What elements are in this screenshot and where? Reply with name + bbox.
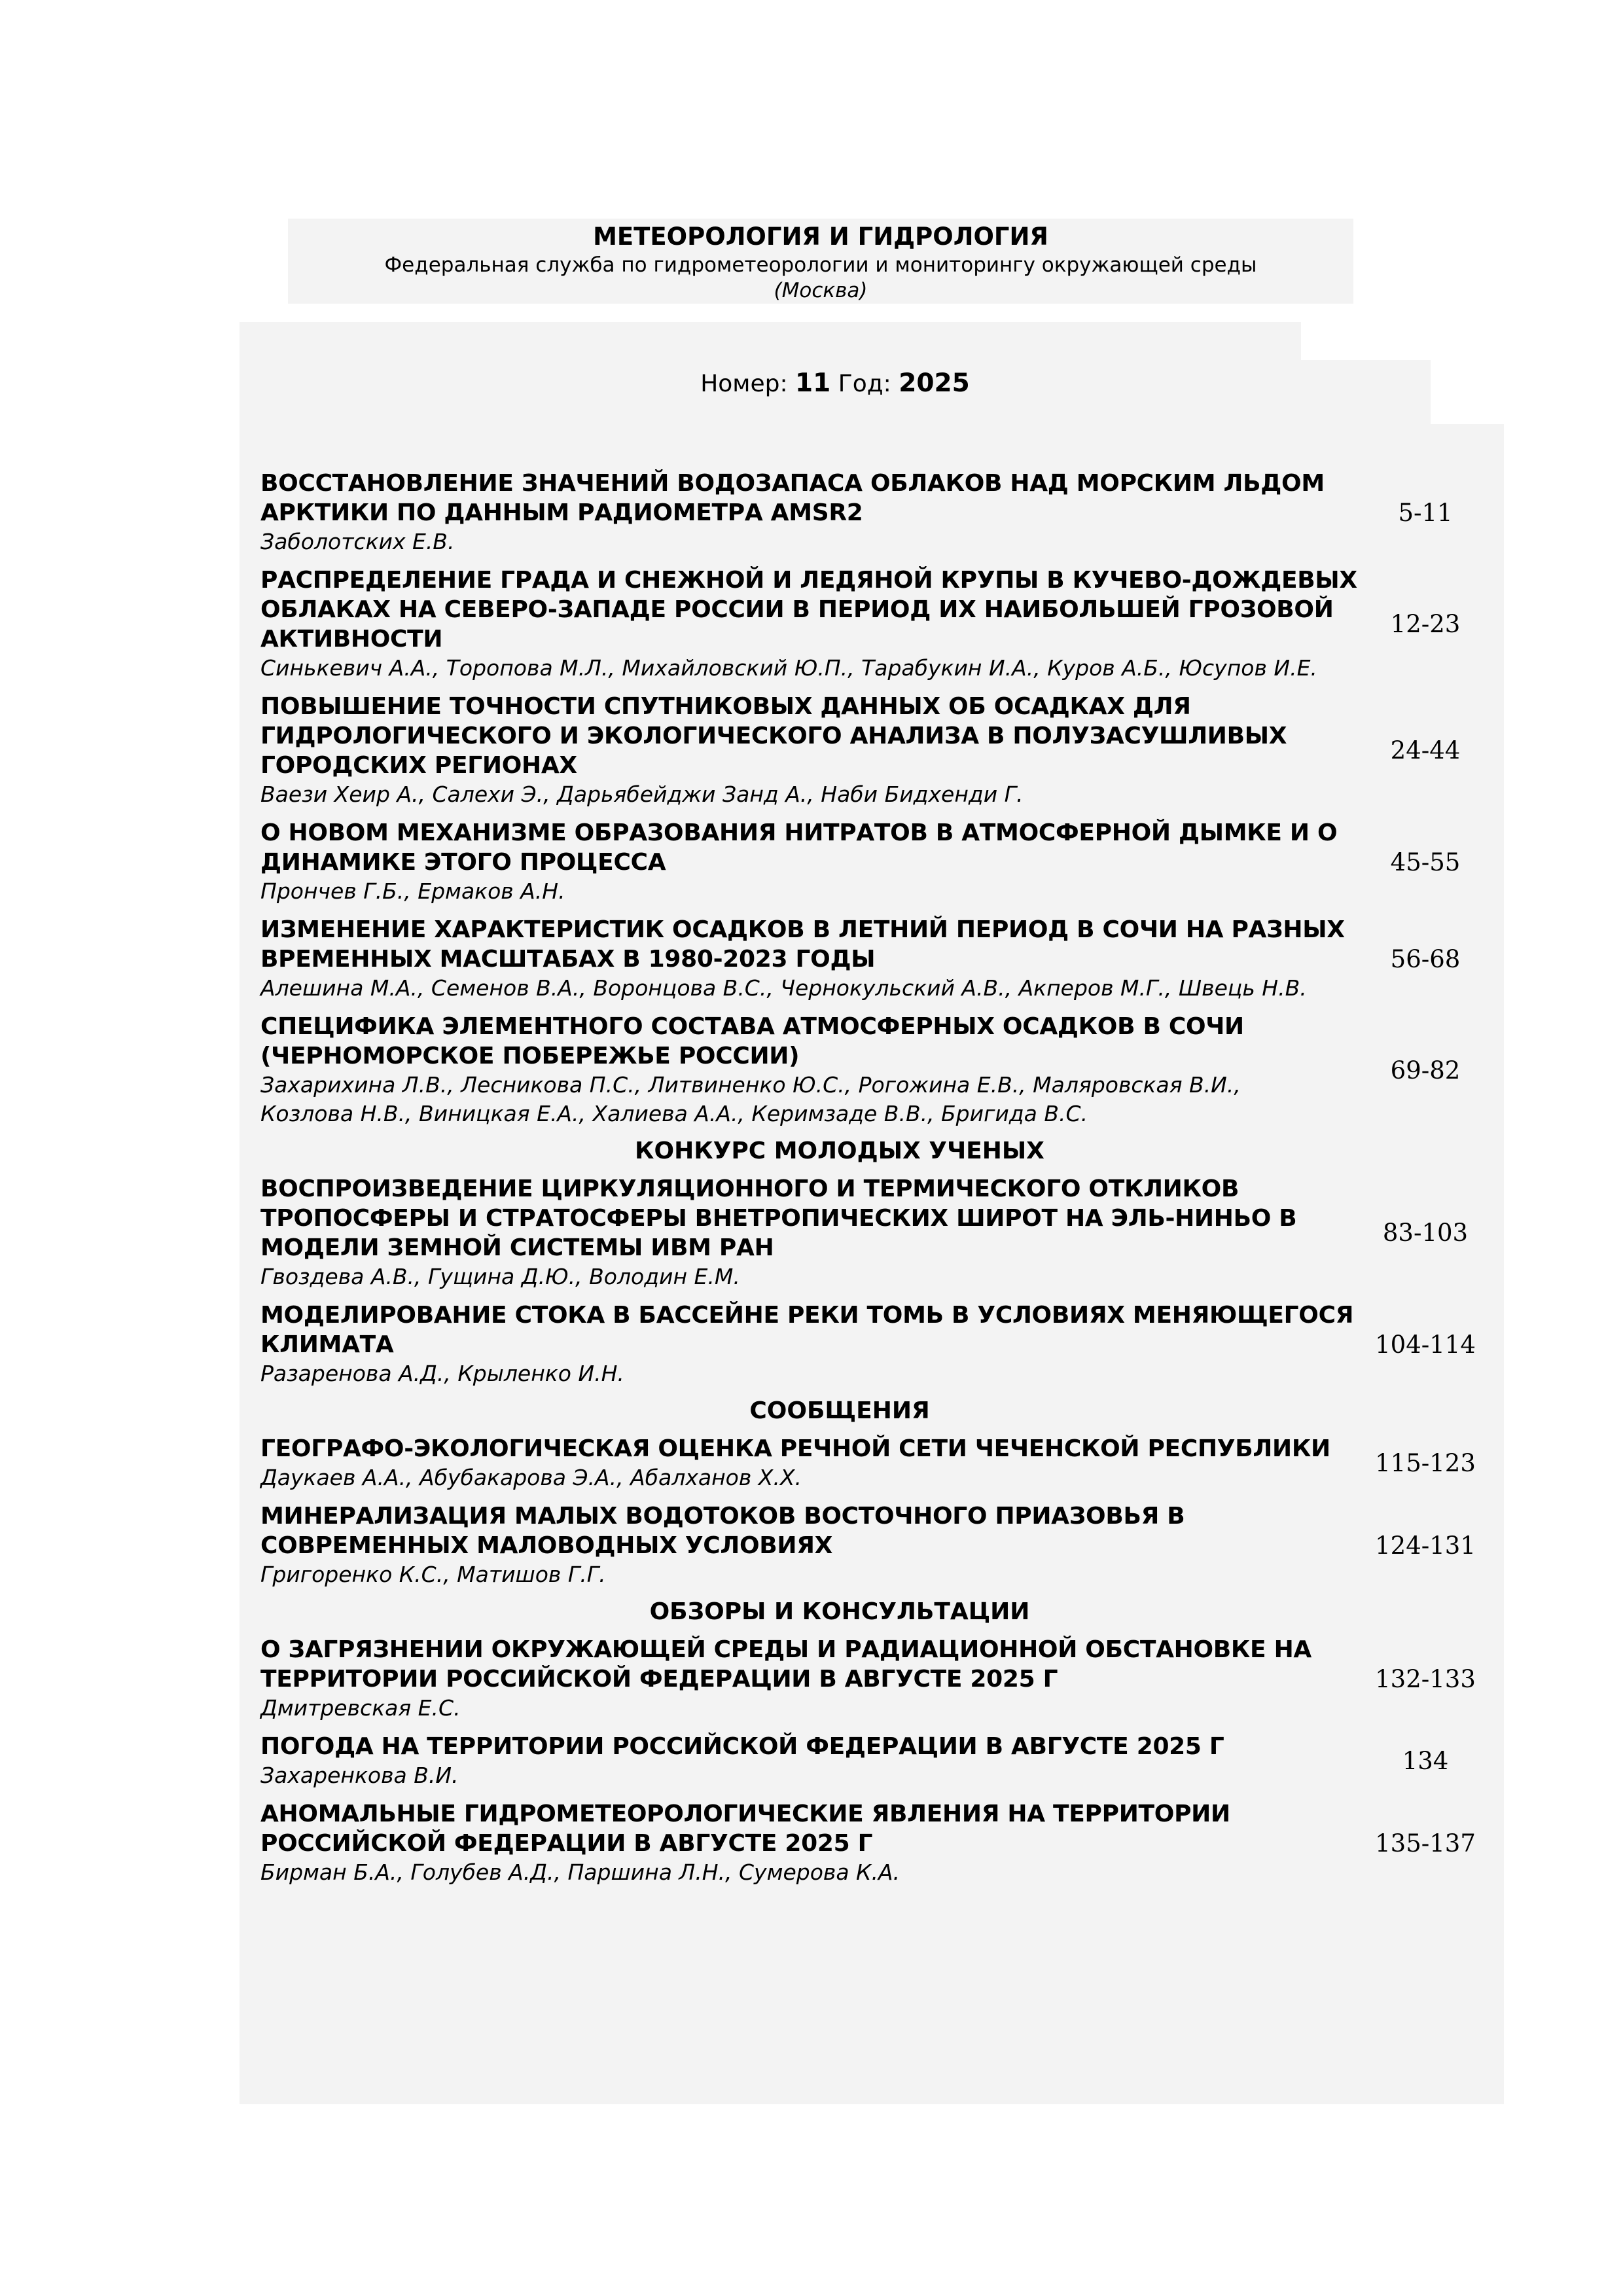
- article-title-line[interactable]: ДИНАМИКЕ ЭТОГО ПРОЦЕССА: [260, 849, 666, 876]
- article-title-line[interactable]: РАСПРЕДЕЛЕНИЕ ГРАДА И СНЕЖНОЙ И ЛЕДЯНОЙ КРУПЫ В КУЧЕВО-ДОЖДЕВЫХ: [260, 567, 1357, 594]
- article-authors: Синькевич А.А., Торопова М.Л., Михайловский Ю.П., Тарабукин И.А., Куров А.Б., Юсупов И.Е.: [260, 655, 1317, 681]
- header-band: [240, 322, 1301, 360]
- article-title-line[interactable]: ТЕРРИТОРИИ РОССИЙСКОЙ ФЕДЕРАЦИИ В АВГУСТЕ 2025 Г: [260, 1666, 1058, 1693]
- toc-entry: [260, 1012, 1484, 1128]
- article-title-line[interactable]: (ЧЕРНОМОРСКОЕ ПОБЕРЕЖЬЕ РОССИИ): [260, 1043, 800, 1069]
- article-title-line[interactable]: ВОССТАНОВЛЕНИЕ ЗНАЧЕНИЙ ВОДОЗАПАСА ОБЛАКОВ НАД МОРСКИМ ЛЬДОМ: [260, 470, 1325, 497]
- toc-entry: [260, 1732, 1484, 1790]
- article-authors: Алешина М.А., Семенов В.А., Воронцова В.С., Чернокульский А.В., Акперов М.Г., Швець Н.В.: [260, 975, 1307, 1001]
- article-pages: 45-55: [1390, 848, 1461, 876]
- article-pages: 115-123: [1375, 1449, 1476, 1477]
- entry-body: [260, 1174, 1366, 1291]
- entry-body: [260, 1300, 1366, 1388]
- entry-body: [260, 1635, 1366, 1723]
- journal-city: (Москва): [774, 279, 868, 302]
- journal-header: [288, 219, 1353, 304]
- entry-body: [260, 1732, 1366, 1790]
- entry-body: [260, 469, 1366, 556]
- article-title-line[interactable]: О НОВОМ МЕХАНИЗМЕ ОБРАЗОВАНИЯ НИТРАТОВ В АТМОСФЕРНОЙ ДЫМКЕ И О: [260, 819, 1338, 846]
- article-title-line[interactable]: МОДЕЛИ ЗЕМНОЙ СИСТЕМЫ ИВМ РАН: [260, 1234, 774, 1261]
- article-authors: Дмитревская Е.С.: [260, 1695, 461, 1721]
- article-title-line[interactable]: СОВРЕМЕННЫХ МАЛОВОДНЫХ УСЛОВИЯХ: [260, 1532, 833, 1559]
- article-title-line[interactable]: РОССИЙСКОЙ ФЕДЕРАЦИИ В АВГУСТЕ 2025 Г: [260, 1830, 873, 1857]
- article-pages: 124-131: [1375, 1531, 1476, 1560]
- entry-body: [260, 1434, 1366, 1492]
- article-title-line[interactable]: МОДЕЛИРОВАНИЕ СТОКА В БАССЕЙНЕ РЕКИ ТОМЬ В УСЛОВИЯХ МЕНЯЮЩЕГОСЯ: [260, 1302, 1354, 1329]
- toc-entry: [260, 1635, 1484, 1723]
- article-authors: Прончев Г.Б., Ермаков А.Н.: [260, 878, 565, 904]
- entry-body: [260, 1799, 1366, 1887]
- article-title-line[interactable]: ГЕОГРАФО-ЭКОЛОГИЧЕСКАЯ ОЦЕНКА РЕЧНОЙ СЕТИ ЧЕЧЕНСКОЙ РЕСПУБЛИКИ: [260, 1435, 1330, 1462]
- article-title-line[interactable]: ГИДРОЛОГИЧЕСКОГО И ЭКОЛОГИЧЕСКОГО АНАЛИЗА В ПОЛУЗАСУШЛИВЫХ: [260, 723, 1287, 749]
- article-authors: Ваези Хеир А., Салехи Э., Дарьябейджи Занд А., Наби Бидхенди Г.: [260, 781, 1024, 807]
- toc-entry: [260, 565, 1484, 683]
- entry-body: [260, 915, 1366, 1003]
- entry-body: [260, 818, 1366, 906]
- article-pages: 12-23: [1390, 610, 1461, 638]
- article-authors: Гвоздева А.В., Гущина Д.Ю., Володин Е.М.: [260, 1264, 740, 1289]
- entry-body: [260, 692, 1366, 809]
- entry-body: [260, 1012, 1366, 1128]
- entry-body: [260, 1501, 1366, 1589]
- article-title-line[interactable]: ВОСПРОИЗВЕДЕНИЕ ЦИРКУЛЯЦИОННОГО И ТЕРМИЧЕСКОГО ОТКЛИКОВ: [260, 1175, 1240, 1202]
- article-title-line[interactable]: АРКТИКИ ПО ДАННЫМ РАДИОМЕТРА AMSR2: [260, 499, 863, 526]
- article-title-line[interactable]: ПОГОДА НА ТЕРРИТОРИИ РОССИЙСКОЙ ФЕДЕРАЦИИ В АВГУСТЕ 2025 Г: [260, 1733, 1224, 1760]
- article-authors: Даукаев А.А., Абубакарова Э.А., Абалханов Х.Х.: [260, 1465, 802, 1490]
- section-heading: ОБЗОРЫ И КОНСУЛЬТАЦИИ: [649, 1598, 1030, 1625]
- toc-entry: [260, 818, 1484, 906]
- article-authors: Бирман Б.А., Голубев А.Д., Паршина Л.Н., Сумерова К.А.: [260, 1859, 901, 1885]
- article-pages: 69-82: [1390, 1056, 1461, 1085]
- article-title-line[interactable]: АКТИВНОСТИ: [260, 626, 443, 653]
- article-title-line[interactable]: ИЗМЕНЕНИЕ ХАРАКТЕРИСТИК ОСАДКОВ В ЛЕТНИЙ ПЕРИОД В СОЧИ НА РАЗНЫХ: [260, 916, 1345, 943]
- article-title-line[interactable]: МИНЕРАЛИЗАЦИЯ МАЛЫХ ВОДОТОКОВ ВОСТОЧНОГО ПРИАЗОВЬЯ В: [260, 1503, 1185, 1530]
- article-pages: 5-11: [1398, 498, 1453, 527]
- article-title-line[interactable]: О ЗАГРЯЗНЕНИИ ОКРУЖАЮЩЕЙ СРЕДЫ И РАДИАЦИОННОЙ ОБСТАНОВКЕ НА: [260, 1636, 1311, 1663]
- article-authors: Захаренкова В.И.: [260, 1763, 459, 1788]
- section-heading: СООБЩЕНИЯ: [749, 1397, 930, 1424]
- article-title-line[interactable]: КЛИМАТА: [260, 1331, 394, 1358]
- journal-publisher: Федеральная служба по гидрометеорологии и мониторингу окружающей среды: [384, 253, 1257, 277]
- issue-number-label: Номер:: [700, 370, 788, 397]
- article-authors: Заболотских Е.В.: [260, 529, 455, 554]
- toc-entry: [260, 469, 1484, 556]
- article-authors: Захарихина Л.В., Лесникова П.С., Литвиненко Ю.С., Рогожина Е.В., Маляровская В.И.,: [260, 1072, 1241, 1098]
- issue-number: 11: [795, 368, 831, 398]
- issue-year-label: Год:: [838, 370, 891, 397]
- toc-entry: [260, 1501, 1484, 1589]
- article-authors: Разаренова А.Д., Крыленко И.Н.: [260, 1361, 624, 1386]
- article-title-line[interactable]: ГОРОДСКИХ РЕГИОНАХ: [260, 752, 577, 779]
- article-pages: 83-103: [1382, 1219, 1469, 1247]
- article-pages: 134: [1402, 1747, 1449, 1775]
- toc-entry: [260, 692, 1484, 809]
- table-of-contents: [260, 469, 1484, 1896]
- article-authors: Козлова Н.В., Виницкая Е.А., Халиева А.А., Керимзаде В.В., Бригида В.С.: [260, 1101, 1088, 1126]
- toc-entry: [260, 1300, 1484, 1388]
- toc-entry: [260, 1799, 1484, 1887]
- toc-entry: [260, 915, 1484, 1003]
- article-title-line[interactable]: ТРОПОСФЕРЫ И СТРАТОСФЕРЫ ВНЕТРОПИЧЕСКИХ ШИРОТ НА ЭЛЬ-НИНЬО В: [260, 1205, 1297, 1232]
- toc-entry: [260, 1434, 1484, 1492]
- article-pages: 135-137: [1375, 1829, 1476, 1857]
- entry-body: [260, 565, 1366, 683]
- article-pages: 24-44: [1390, 736, 1461, 764]
- toc-entry: [260, 1174, 1484, 1291]
- issue-year: 2025: [899, 368, 970, 398]
- article-title-line[interactable]: ВРЕМЕННЫХ МАСШТАБАХ В 1980-2023 ГОДЫ: [260, 946, 876, 973]
- article-pages: 104-114: [1375, 1330, 1476, 1359]
- journal-title: МЕТЕОРОЛОГИЯ И ГИДРОЛОГИЯ: [593, 223, 1048, 251]
- article-title-line[interactable]: ОБЛАКАХ НА СЕВЕРО-ЗАПАДЕ РОССИИ В ПЕРИОД ИХ НАИБОЛЬШЕЙ ГРОЗОВОЙ: [260, 596, 1334, 623]
- article-title-line[interactable]: СПЕЦИФИКА ЭЛЕМЕНТНОГО СОСТАВА АТМОСФЕРНЫХ ОСАДКОВ В СОЧИ: [260, 1013, 1244, 1040]
- section-heading: КОНКУРС МОЛОДЫХ УЧЕНЫХ: [635, 1138, 1044, 1164]
- article-pages: 56-68: [1390, 944, 1461, 973]
- article-pages: 132-133: [1375, 1664, 1476, 1693]
- article-authors: Григоренко К.С., Матишов Г.Г.: [260, 1562, 606, 1587]
- issue-info: [240, 364, 1431, 404]
- article-title-line[interactable]: ПОВЫШЕНИЕ ТОЧНОСТИ СПУТНИКОВЫХ ДАННЫХ ОБ ОСАДКАХ ДЛЯ: [260, 693, 1191, 720]
- article-title-line[interactable]: АНОМАЛЬНЫЕ ГИДРОМЕТЕОРОЛОГИЧЕСКИЕ ЯВЛЕНИЯ НА ТЕРРИТОРИИ: [260, 1801, 1230, 1827]
